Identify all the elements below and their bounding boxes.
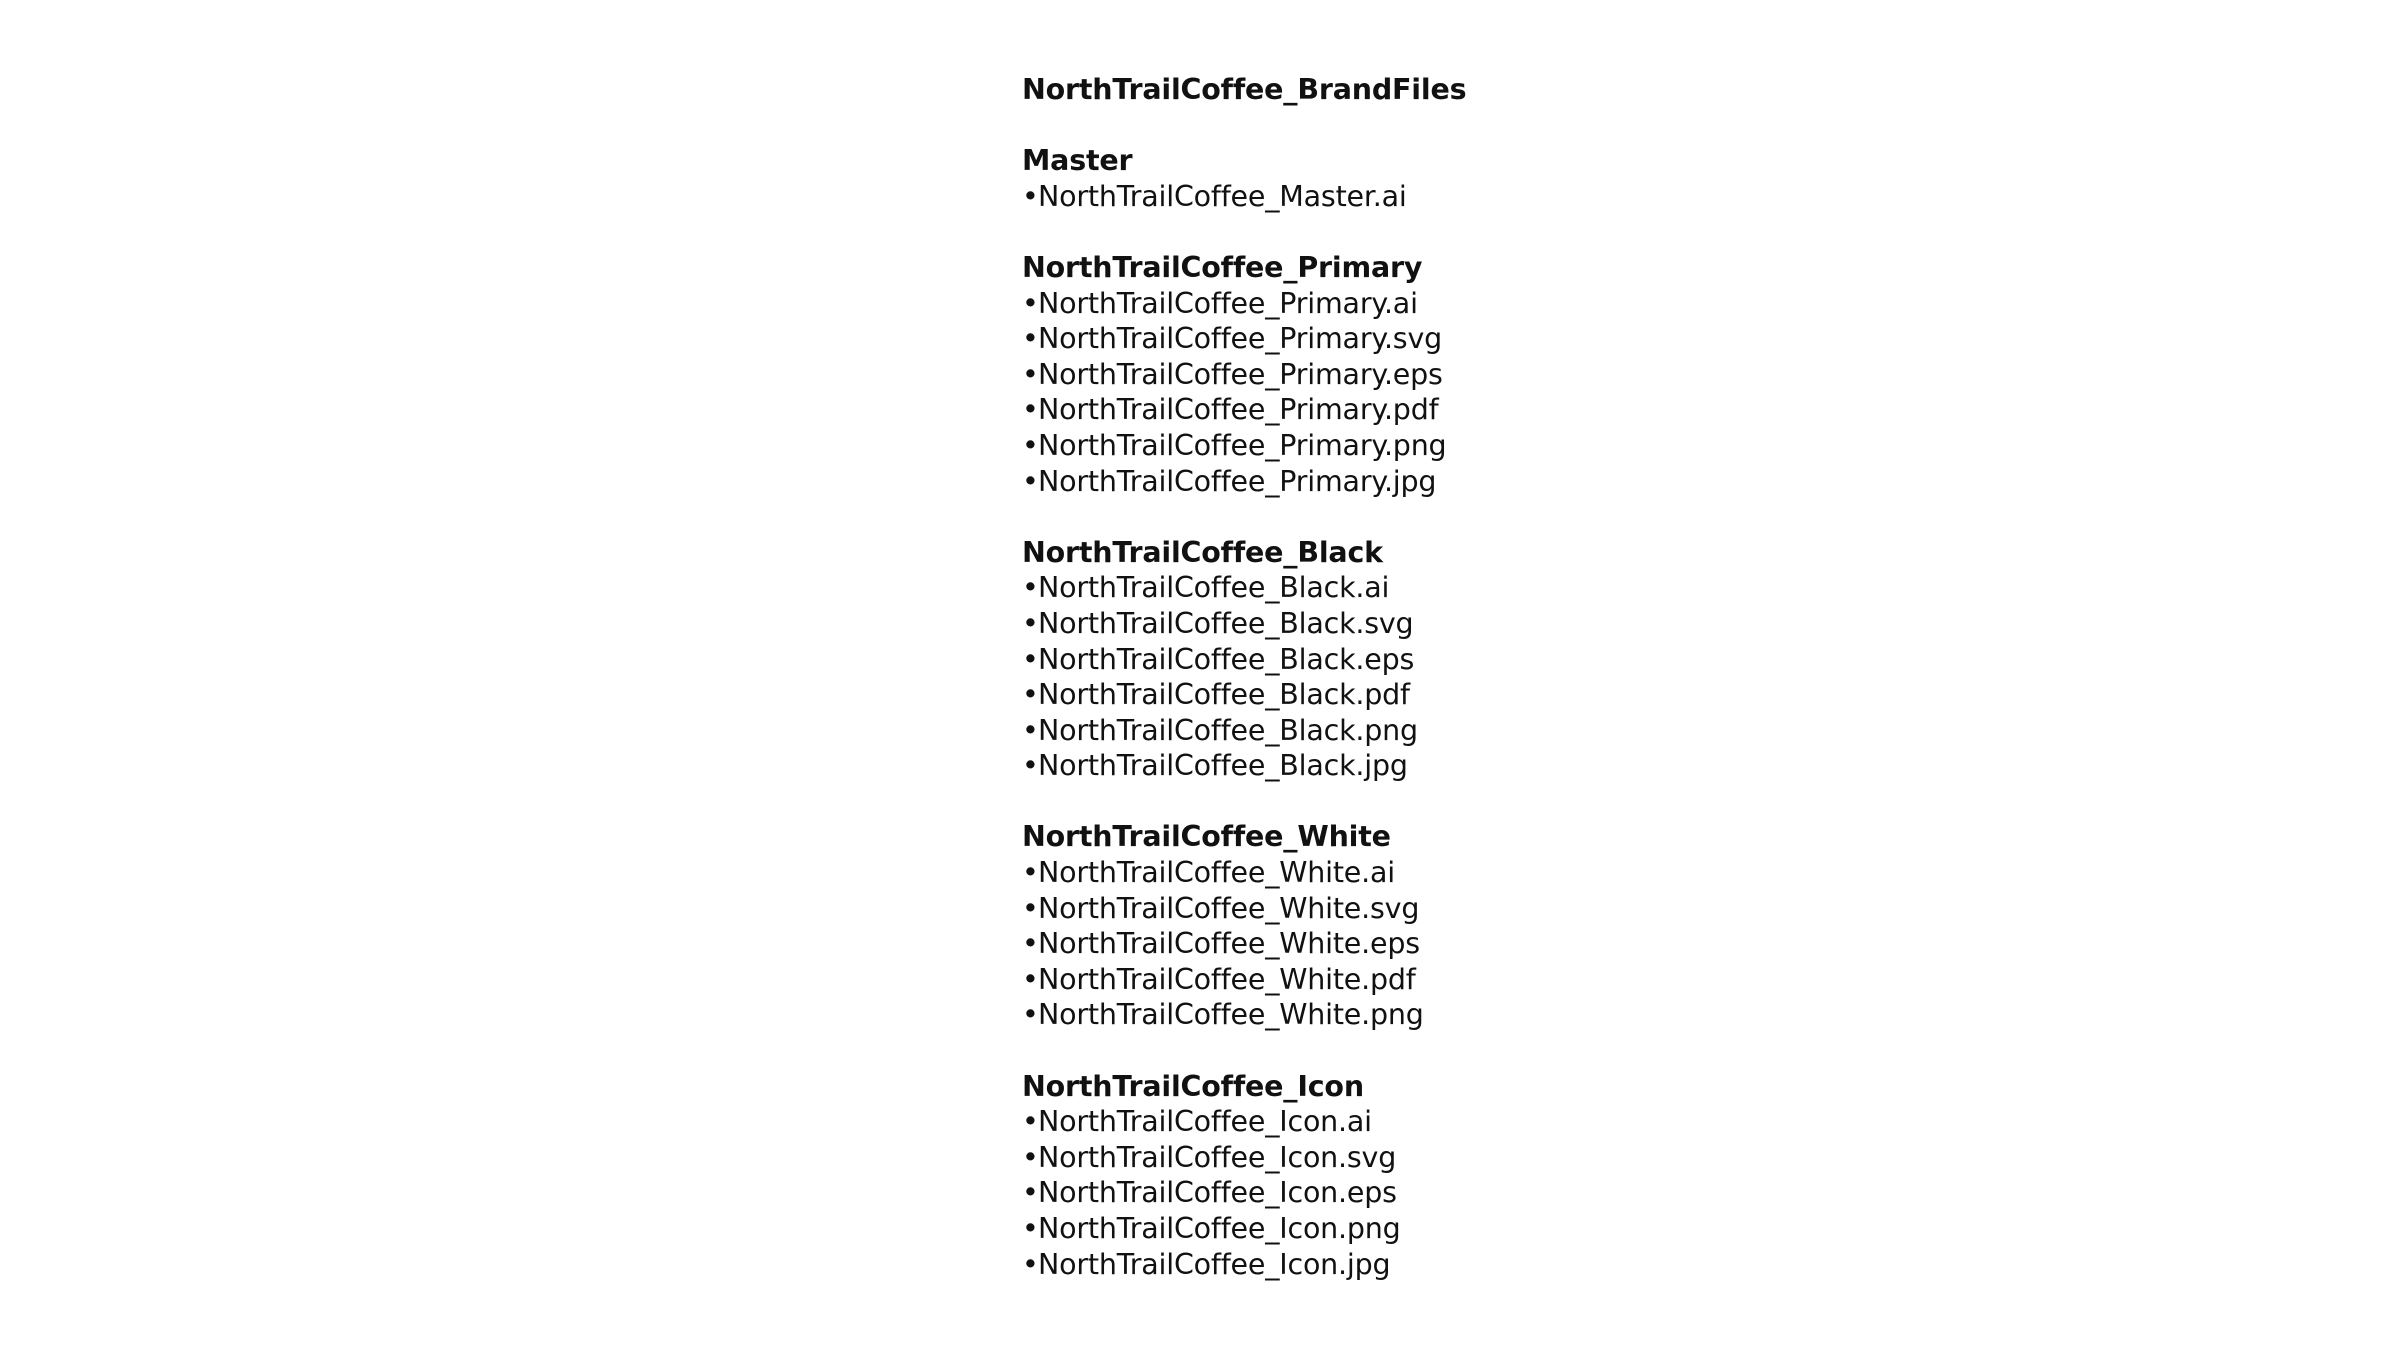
file-item [1022, 179, 1722, 215]
file-name: NorthTrailCoffee_White.png [1038, 998, 1424, 1032]
file-item [1022, 713, 1722, 749]
file-name: NorthTrailCoffee_Icon.jpg [1038, 1247, 1391, 1281]
bullet: • [1022, 606, 1039, 640]
group-black [1022, 535, 1722, 784]
file-name: NorthTrailCoffee_Black.svg [1038, 606, 1414, 640]
file-list [1022, 570, 1722, 784]
file-item [1022, 855, 1722, 891]
bullet: • [1022, 927, 1039, 961]
bullet: • [1022, 856, 1039, 890]
file-item [1022, 748, 1722, 784]
file-name: NorthTrailCoffee_Black.eps [1038, 642, 1415, 676]
file-name: NorthTrailCoffee_Master.ai [1038, 179, 1407, 213]
file-item [1022, 891, 1722, 927]
file-item [1022, 392, 1722, 428]
bullet: • [1022, 1140, 1039, 1174]
file-list [1022, 286, 1722, 500]
file-list [1022, 179, 1722, 215]
file-item [1022, 357, 1722, 393]
file-item [1022, 1175, 1722, 1211]
group-title: NorthTrailCoffee_Primary [1022, 250, 1423, 284]
bullet: • [1022, 713, 1039, 747]
file-item [1022, 1247, 1722, 1283]
bullet: • [1022, 642, 1039, 676]
bullet: • [1022, 393, 1039, 427]
group-icon [1022, 1069, 1722, 1283]
file-item [1022, 570, 1722, 606]
file-item [1022, 1140, 1722, 1176]
file-item [1022, 677, 1722, 713]
file-item [1022, 321, 1722, 357]
file-name: NorthTrailCoffee_Icon.eps [1038, 1176, 1397, 1210]
file-name: NorthTrailCoffee_Icon.svg [1038, 1140, 1397, 1174]
file-name: NorthTrailCoffee_White.pdf [1038, 962, 1416, 996]
bullet: • [1022, 428, 1039, 462]
file-name: NorthTrailCoffee_White.ai [1038, 856, 1395, 890]
document-title: NorthTrailCoffee_BrandFiles [1022, 73, 1467, 106]
group-master [1022, 143, 1722, 214]
file-item [1022, 1104, 1722, 1140]
file-item [1022, 642, 1722, 678]
file-name: NorthTrailCoffee_White.eps [1038, 927, 1420, 961]
file-name: NorthTrailCoffee_Primary.svg [1038, 322, 1443, 356]
file-name: NorthTrailCoffee_Black.ai [1038, 571, 1390, 605]
brand-files-document [1022, 72, 1722, 1282]
file-name: NorthTrailCoffee_White.svg [1038, 891, 1420, 925]
file-item [1022, 1211, 1722, 1247]
bullet: • [1022, 678, 1039, 712]
bullet: • [1022, 1176, 1039, 1210]
file-name: NorthTrailCoffee_Black.jpg [1038, 749, 1408, 783]
bullet: • [1022, 357, 1039, 391]
group-primary [1022, 250, 1722, 499]
bullet: • [1022, 179, 1039, 213]
group-title: NorthTrailCoffee_Icon [1022, 1069, 1364, 1103]
group-title: NorthTrailCoffee_White [1022, 820, 1391, 854]
bullet: • [1022, 1212, 1039, 1245]
group-white [1022, 819, 1722, 1033]
file-name: NorthTrailCoffee_Icon.ai [1038, 1105, 1372, 1139]
bullet: • [1022, 962, 1039, 996]
file-name: NorthTrailCoffee_Primary.png [1038, 428, 1447, 462]
file-item [1022, 464, 1722, 500]
file-name: NorthTrailCoffee_Black.png [1038, 713, 1418, 747]
bullet: • [1022, 1247, 1039, 1281]
group-title: NorthTrailCoffee_Black [1022, 535, 1383, 569]
group-title: Master [1022, 144, 1133, 178]
file-name: NorthTrailCoffee_Primary.eps [1038, 357, 1443, 391]
file-name: NorthTrailCoffee_Primary.ai [1038, 286, 1418, 320]
bullet: • [1022, 322, 1039, 356]
file-item [1022, 962, 1722, 998]
file-name: NorthTrailCoffee_Black.pdf [1038, 678, 1410, 712]
bullet: • [1022, 749, 1039, 783]
file-item [1022, 606, 1722, 642]
bullet: • [1022, 571, 1039, 605]
file-name: NorthTrailCoffee_Primary.jpg [1038, 464, 1437, 498]
file-name: NorthTrailCoffee_Icon.png [1038, 1212, 1401, 1245]
file-item [1022, 286, 1722, 322]
file-list [1022, 1104, 1722, 1282]
file-name: NorthTrailCoffee_Primary.pdf [1038, 393, 1439, 427]
file-list [1022, 855, 1722, 1033]
bullet: • [1022, 1105, 1039, 1139]
file-item [1022, 926, 1722, 962]
bullet: • [1022, 998, 1039, 1032]
bullet: • [1022, 286, 1039, 320]
bullet: • [1022, 891, 1039, 925]
file-item [1022, 997, 1722, 1033]
bullet: • [1022, 464, 1039, 498]
file-item [1022, 428, 1722, 464]
